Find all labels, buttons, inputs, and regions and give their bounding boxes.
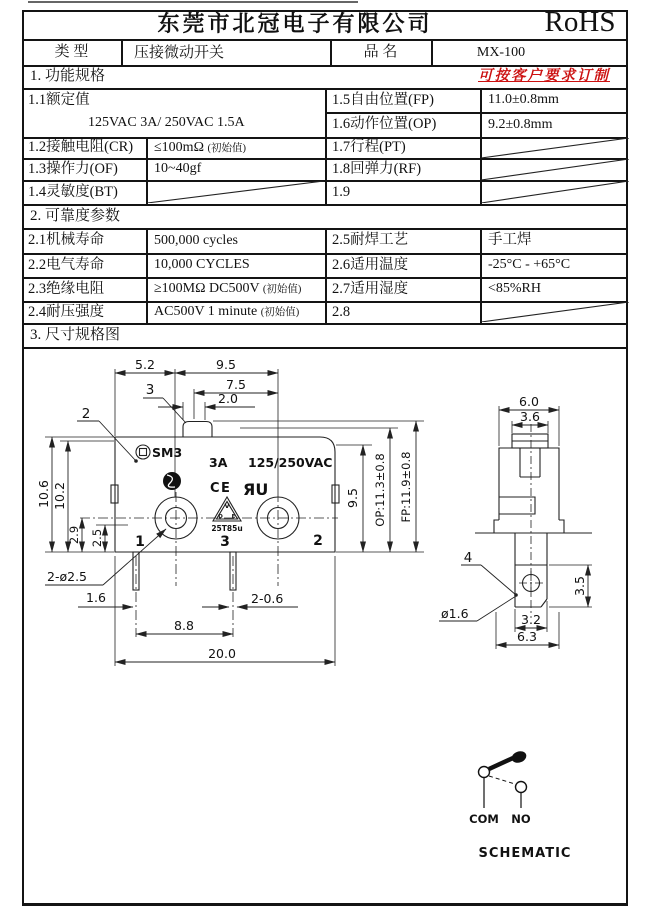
- section2-title: 2. 可靠度参数: [30, 208, 121, 224]
- free-position-label: 1.5自由位置(FP): [332, 92, 434, 108]
- dim-op: OP:11.3±0.8: [373, 453, 387, 527]
- dim-10-6: 10.6: [36, 480, 51, 508]
- spec-value: 10,000 CYCLES: [154, 257, 250, 272]
- terminal-1-label: 1: [135, 534, 145, 550]
- callout-2: 2: [81, 406, 91, 422]
- spec-label: 1.9: [332, 184, 351, 200]
- empty-cell-slash: [147, 181, 324, 203]
- dim-9-5-right: 9.5: [345, 488, 360, 508]
- dim-6-0: 6.0: [519, 394, 539, 409]
- actuator-blob-icon: [510, 749, 528, 764]
- spec-value-note: (初始值): [207, 143, 246, 154]
- ul-mark-icon: ЯU: [243, 480, 269, 499]
- model-marking: SM3: [152, 445, 183, 460]
- side-view-drawing: [439, 394, 592, 649]
- operating-position-value: 9.2±0.8mm: [488, 117, 553, 132]
- product-name-value: MX-100: [476, 45, 526, 60]
- grid-line: [121, 39, 123, 65]
- vde-letter-v: V: [224, 502, 230, 510]
- dim-3-2: 3.2: [521, 612, 541, 627]
- dim-3-6: 3.6: [520, 409, 540, 424]
- dim-2-5: 2.5: [90, 528, 104, 548]
- rohs-badge: RoHS: [544, 6, 616, 38]
- circuit-schematic: [469, 749, 571, 861]
- spec-label: 1.4灵敏度(BT): [28, 184, 118, 200]
- terminal-2-label: 2: [313, 533, 323, 549]
- spec-value: 500,000 cycles: [154, 233, 238, 248]
- section3-title: 3. 尺寸规格图: [30, 327, 121, 343]
- grid-line: [325, 228, 327, 323]
- body-markings: [135, 445, 332, 550]
- no-contact-icon: [516, 782, 527, 793]
- spec-value: 10~40gf: [154, 161, 202, 176]
- dimension-drawing: [22, 347, 630, 906]
- schematic-title: SCHEMATIC: [478, 846, 572, 861]
- spec-value-note: (初始值): [260, 307, 300, 318]
- custom-order-note: 可按客户要求订制: [478, 68, 610, 84]
- section1-title: 1. 功能规格: [30, 68, 106, 84]
- free-position-value: 11.0±0.8mm: [488, 92, 559, 107]
- spec-value: 手工焊: [488, 232, 532, 248]
- spec-label: 1.8回弹力(RF): [332, 161, 422, 177]
- vde-letter-e: E: [231, 514, 236, 520]
- grid-line: [325, 88, 327, 204]
- terminal-3-label: 3: [220, 534, 230, 550]
- company-title: 东莞市北冠电子有限公司: [157, 11, 433, 36]
- spec-value: -25°C - +65°C: [488, 257, 571, 272]
- dim-holes: 2-ø2.5: [47, 569, 87, 584]
- spec-label: 1.2接触电阻(CR): [28, 139, 134, 155]
- com-contact-icon: [479, 767, 490, 778]
- dim-6-3: 6.3: [517, 629, 537, 644]
- type-value: 压接微动开关: [134, 45, 225, 61]
- voltage-marking: 125/250VAC: [248, 455, 333, 470]
- rated-value-label: 1.1额定值: [28, 92, 90, 108]
- com-label: COM: [469, 812, 499, 826]
- spec-value: [154, 277, 301, 302]
- vde-code: 25T85u: [211, 524, 243, 533]
- spec-label: 2.8: [332, 304, 351, 320]
- type-label: 类 型: [54, 44, 89, 60]
- callout-3: 3: [145, 382, 155, 398]
- empty-cell-slash: [481, 302, 629, 322]
- vde-letter-d: D: [218, 514, 223, 520]
- spec-label: 2.4耐压强度: [28, 304, 105, 320]
- empty-cell-slash: [481, 181, 629, 203]
- spec-label: 2.3绝缘电阻: [28, 281, 105, 297]
- dim-fp: FP:11.9±0.8: [399, 451, 413, 523]
- spec-label: 2.5耐焊工艺: [332, 232, 409, 248]
- dim-3-5: 3.5: [572, 576, 587, 596]
- front-view-drawing: [36, 357, 424, 666]
- spec-value-main: ≤100mΩ: [154, 140, 204, 155]
- callout-4: 4: [463, 550, 473, 566]
- operating-position-label: 1.6动作位置(OP): [332, 116, 437, 132]
- dim-9-5-top: 9.5: [216, 357, 236, 372]
- spec-value: [154, 137, 246, 159]
- spec-label: 1.7行程(PT): [332, 139, 406, 155]
- dim-8-8: 8.8: [174, 618, 194, 633]
- dim-hole-1-6: ø1.6: [441, 606, 469, 621]
- spec-label: 2.1机械寿命: [28, 232, 105, 248]
- grid-line: [146, 228, 148, 323]
- dim-2-0: 2.0: [218, 391, 238, 406]
- dim-7-5: 7.5: [226, 377, 246, 392]
- scan-artifact-line: [28, 1, 358, 3]
- spec-label: 2.2电气寿命: [28, 257, 105, 273]
- empty-cell-slash: [481, 138, 629, 158]
- rated-value: 125VAC 3A/ 250VAC 1.5A: [88, 115, 245, 130]
- ce-mark-icon: CE: [210, 481, 232, 496]
- spec-value: <85%RH: [488, 281, 542, 296]
- spec-value-main: AC500V 1 minute: [154, 304, 258, 319]
- vde-mark-icon: [211, 497, 242, 533]
- spec-label: 2.6适用温度: [332, 257, 409, 273]
- dim-2-9: 2.9: [67, 525, 81, 545]
- lever-line: [489, 758, 513, 769]
- spec-value-note: (初始值): [262, 284, 302, 295]
- dim-10-2: 10.2: [52, 482, 67, 510]
- square-in-circle-logo-icon: [136, 445, 150, 459]
- spec-label: 1.3操作力(OF): [28, 161, 118, 177]
- dim-pin: 2-0.6: [251, 591, 284, 606]
- grid-line: [22, 228, 626, 230]
- dim-20-0: 20.0: [208, 646, 236, 661]
- no-label: NO: [511, 812, 531, 826]
- spec-value-main: ≥100MΩ DC500V: [154, 281, 260, 296]
- dim-1-6: 1.6: [86, 590, 106, 605]
- product-name-label: 品 名: [363, 44, 398, 60]
- spec-value: [154, 301, 299, 324]
- empty-cell-slash: [481, 159, 629, 180]
- spec-label: 2.7适用湿度: [332, 281, 409, 297]
- current-marking: 3A: [209, 455, 228, 470]
- dim-5-2: 5.2: [135, 357, 155, 372]
